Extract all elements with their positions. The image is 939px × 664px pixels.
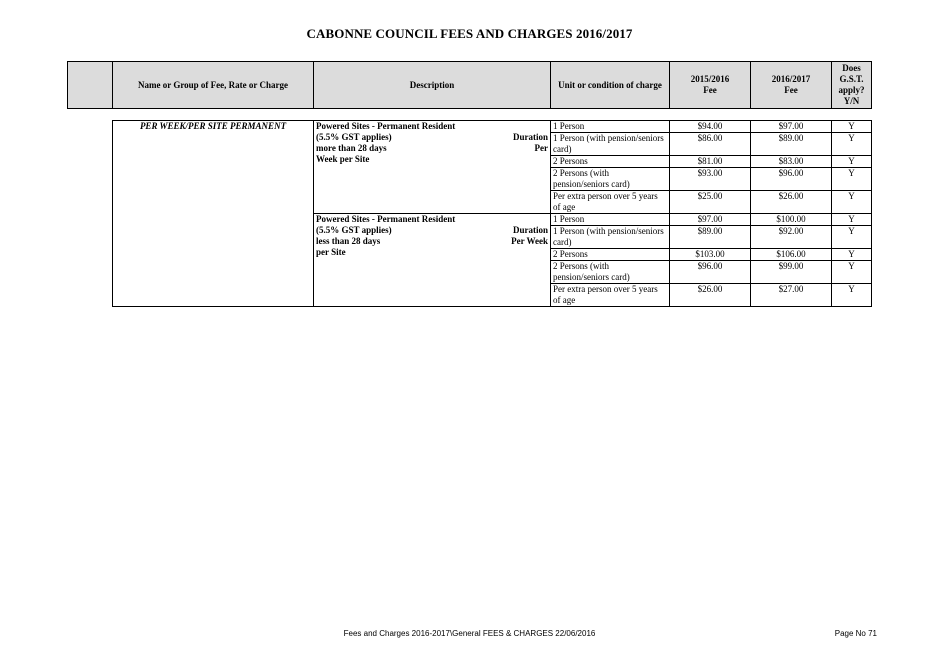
unit-cell: 2 Persons (with pension/seniors card) — [551, 261, 670, 284]
header-unit: Unit or condition of charge — [551, 62, 670, 109]
description-line: Powered Sites - Permanent Resident — [316, 121, 456, 131]
header-fee-2015: 2015/2016 Fee — [670, 62, 751, 109]
description-line: Week per Site — [316, 154, 370, 164]
unit-cell: 1 Person — [551, 121, 670, 133]
description-line-right: Duration — [512, 132, 548, 142]
fee-2015-cell: $25.00 — [670, 191, 751, 214]
gst-cell: Y — [832, 168, 872, 191]
unit-cell: 1 Person (with pension/seniors card) — [551, 226, 670, 249]
description-line: (5.5% GST applies) — [316, 225, 392, 235]
fee-2016-cell: $100.00 — [751, 214, 832, 226]
unit-cell: 2 Persons — [551, 249, 670, 261]
gst-cell: Y — [832, 214, 872, 226]
fee-2015-cell: $26.00 — [670, 284, 751, 307]
fee-2016-cell: $27.00 — [751, 284, 832, 307]
header-description: Description — [314, 62, 551, 109]
section-description — [314, 214, 551, 307]
fee-2015-cell: $94.00 — [670, 121, 751, 133]
fees-table — [112, 120, 872, 307]
fee-2016-cell: $106.00 — [751, 249, 832, 261]
fee-2016-cell: $99.00 — [751, 261, 832, 284]
header-fee-2016: 2016/2017 Fee — [751, 62, 832, 109]
fee-2015-cell: $96.00 — [670, 261, 751, 284]
table-row — [113, 121, 872, 133]
unit-cell: 2 Persons — [551, 156, 670, 168]
gst-cell: Y — [832, 284, 872, 307]
description-line-right: Per Week — [511, 236, 548, 246]
table-header — [67, 61, 872, 109]
description-line: less than 28 days — [316, 236, 381, 246]
footer-page-number: Page No 71 — [834, 629, 877, 638]
header-blank-cell — [68, 62, 113, 109]
fee-2015-cell: $86.00 — [670, 133, 751, 156]
fee-2015-cell: $89.00 — [670, 226, 751, 249]
description-line: (5.5% GST applies) — [316, 132, 392, 142]
header-name: Name or Group of Fee, Rate or Charge — [113, 62, 314, 109]
unit-cell: 1 Person — [551, 214, 670, 226]
fee-2016-cell: $89.00 — [751, 133, 832, 156]
description-line-right: Duration — [512, 225, 548, 235]
fee-2015-cell: $103.00 — [670, 249, 751, 261]
fee-2016-cell: $83.00 — [751, 156, 832, 168]
unit-cell: Per extra person over 5 years of age — [551, 284, 670, 307]
gst-cell: Y — [832, 261, 872, 284]
description-line: per Site — [316, 247, 346, 257]
fee-2016-cell: $26.00 — [751, 191, 832, 214]
gst-cell: Y — [832, 191, 872, 214]
gst-cell: Y — [832, 121, 872, 133]
fee-2016-cell: $96.00 — [751, 168, 832, 191]
fee-2015-cell: $93.00 — [670, 168, 751, 191]
description-line-right: Per — [534, 143, 548, 153]
gst-cell: Y — [832, 249, 872, 261]
fee-2016-cell: $97.00 — [751, 121, 832, 133]
fee-2015-cell: $81.00 — [670, 156, 751, 168]
fee-group-name: PER WEEK/PER SITE PERMANENT — [113, 121, 314, 307]
description-line: more than 28 days — [316, 143, 387, 153]
gst-cell: Y — [832, 226, 872, 249]
gst-cell: Y — [832, 156, 872, 168]
header-gst: Does G.S.T. apply? Y/N — [832, 62, 872, 109]
document-title: CABONNE COUNCIL FEES AND CHARGES 2016/2017 — [306, 26, 633, 41]
unit-cell: 2 Persons (with pension/seniors card) — [551, 168, 670, 191]
unit-cell: Per extra person over 5 years of age — [551, 191, 670, 214]
footer-path: Fees and Charges 2016-2017\General FEES & CHARGES 22/06/2016 — [343, 629, 596, 638]
gst-cell: Y — [832, 133, 872, 156]
section-description — [314, 121, 551, 214]
unit-cell: 1 Person (with pension/seniors card) — [551, 133, 670, 156]
fee-2015-cell: $97.00 — [670, 214, 751, 226]
description-line: Powered Sites - Permanent Resident — [316, 214, 456, 224]
fee-2016-cell: $92.00 — [751, 226, 832, 249]
